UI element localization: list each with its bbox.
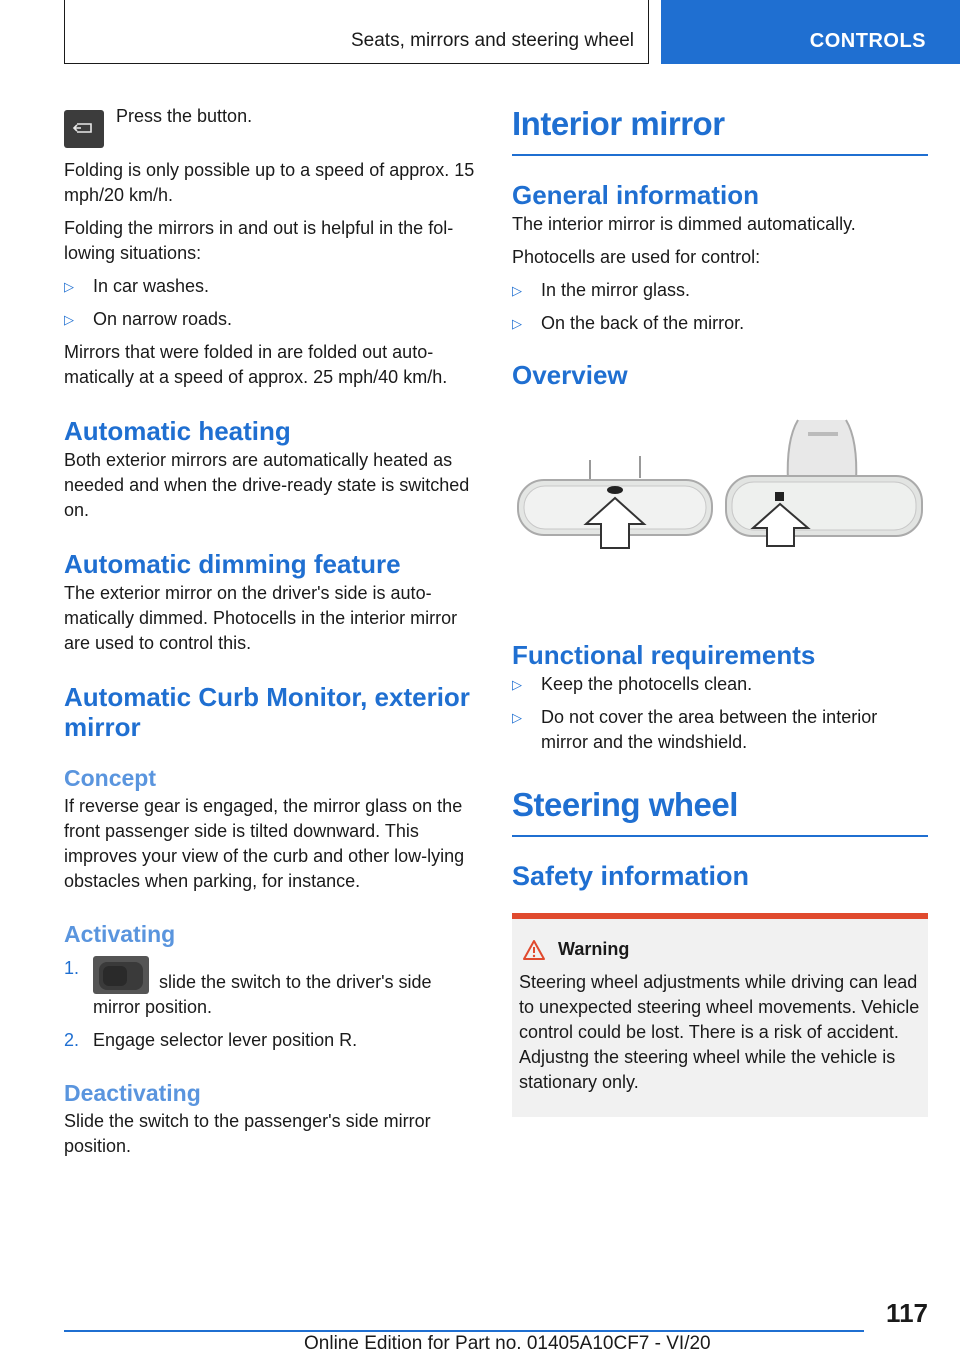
- list-item: ▷ Do not cover the area between the interior mirror and the windshield.: [512, 707, 878, 752]
- heading-automatic-dimming: Automatic dimming feature: [64, 549, 401, 579]
- mirror-fold-button-icon: [64, 110, 104, 148]
- bullet-marker-icon: ▷: [512, 677, 522, 692]
- bullet-marker-icon: ▷: [64, 279, 74, 294]
- header-chapter-tab[interactable]: [661, 0, 960, 64]
- step-text: slide the switch to the driver's side mirror position.: [93, 972, 432, 1017]
- list-item: ▷ On narrow roads.: [64, 307, 480, 332]
- footer-divider: [64, 1330, 864, 1332]
- warning-title: Warning: [558, 939, 630, 959]
- general-text: The interior mirror is dimmed automatically.: [512, 214, 856, 234]
- folding-situations-text: Folding the mirrors in and out is helpful in the following situations:: [64, 218, 454, 263]
- header-section-title: Seats, mirrors and steering wheel: [350, 30, 634, 51]
- interior-mirror-illustration: [512, 410, 928, 610]
- left-column: [64, 100, 480, 1167]
- heading-deactivating: Deactivating: [64, 1080, 201, 1106]
- mirror-switch-icon: [93, 956, 149, 994]
- page-number: 117: [886, 1298, 928, 1328]
- bullet-marker-icon: ▷: [512, 316, 522, 331]
- header-chapter-title: CONTROLS: [809, 30, 926, 52]
- warning-header: [519, 937, 921, 962]
- press-button-row: [64, 100, 480, 148]
- concept-text: If reverse gear is engaged, the mirror glass on the front passenger side is tilted downward. This improves your view of the curb and other low-lying obstacles when parking, for instance.: [64, 796, 465, 891]
- step-item: [64, 956, 480, 1020]
- heading-activating: Activating: [64, 921, 176, 947]
- heading-concept: Concept: [64, 765, 156, 791]
- photocells-text: Photocells are used for control:: [512, 247, 761, 267]
- deactivating-text: Slide the switch to the passenger's side mirror position.: [64, 1111, 431, 1156]
- step-item: [64, 1028, 480, 1053]
- header-section-box: [64, 0, 649, 64]
- list-item: ▷ In car washes.: [64, 274, 480, 299]
- warning-box: [512, 913, 928, 1117]
- step-number: 2.: [64, 1030, 80, 1050]
- heading-functional-requirements: Functional requirements: [512, 640, 816, 670]
- heading-safety-information: Safety information: [512, 861, 750, 891]
- step-number: 1.: [64, 958, 80, 978]
- dimming-text: The exterior mirror on the driver's side is automatically dimmed. Photocells in the interior mirror are used to control this.: [64, 583, 458, 653]
- heading-general-information: General information: [512, 180, 760, 210]
- right-column: [512, 104, 928, 1117]
- list-item: ▷ In the mirror glass.: [512, 278, 928, 303]
- bullet-marker-icon: ▷: [512, 710, 522, 725]
- heating-text: Both exterior mirrors are automatically heated as needed and when the drive-ready state is switched on.: [64, 450, 470, 520]
- step-text: Engage selector lever position R.: [93, 1030, 358, 1050]
- list-item: ▷ Keep the photocells clean.: [512, 672, 928, 697]
- heading-curb-monitor: Automatic Curb Monitor, exterior mirror: [64, 682, 470, 742]
- bullet-marker-icon: ▷: [64, 312, 74, 327]
- press-button-text: Press the button.: [116, 106, 253, 126]
- bullet-marker-icon: ▷: [512, 283, 522, 298]
- list-item: ▷ On the back of the mirror.: [512, 311, 928, 336]
- warning-text: Steering wheel adjustments while driving can lead to unexpected steering wheel movements. Vehicle control could be lost. There is a risk of accident. Adjustng the steering wheel while the vehicle is stationary only.: [519, 972, 920, 1092]
- heading-interior-mirror: Interior mirror: [512, 104, 928, 156]
- heading-steering-wheel: Steering wheel: [512, 785, 928, 837]
- heading-overview: Overview: [512, 360, 628, 390]
- warning-triangle-icon: [522, 939, 546, 961]
- folding-speed-text: Folding is only possible up to a speed of approx. 15 mph/20 km/h.: [64, 160, 475, 205]
- heading-automatic-heating: Automatic heating: [64, 416, 291, 446]
- fold-out-text: Mirrors that were folded in are folded out automatically at a speed of approx. 25 mph/40 km/h.: [64, 342, 448, 387]
- footer-edition: Online Edition for Part no. 01405A10CF7 - VI/20: [304, 1333, 711, 1354]
